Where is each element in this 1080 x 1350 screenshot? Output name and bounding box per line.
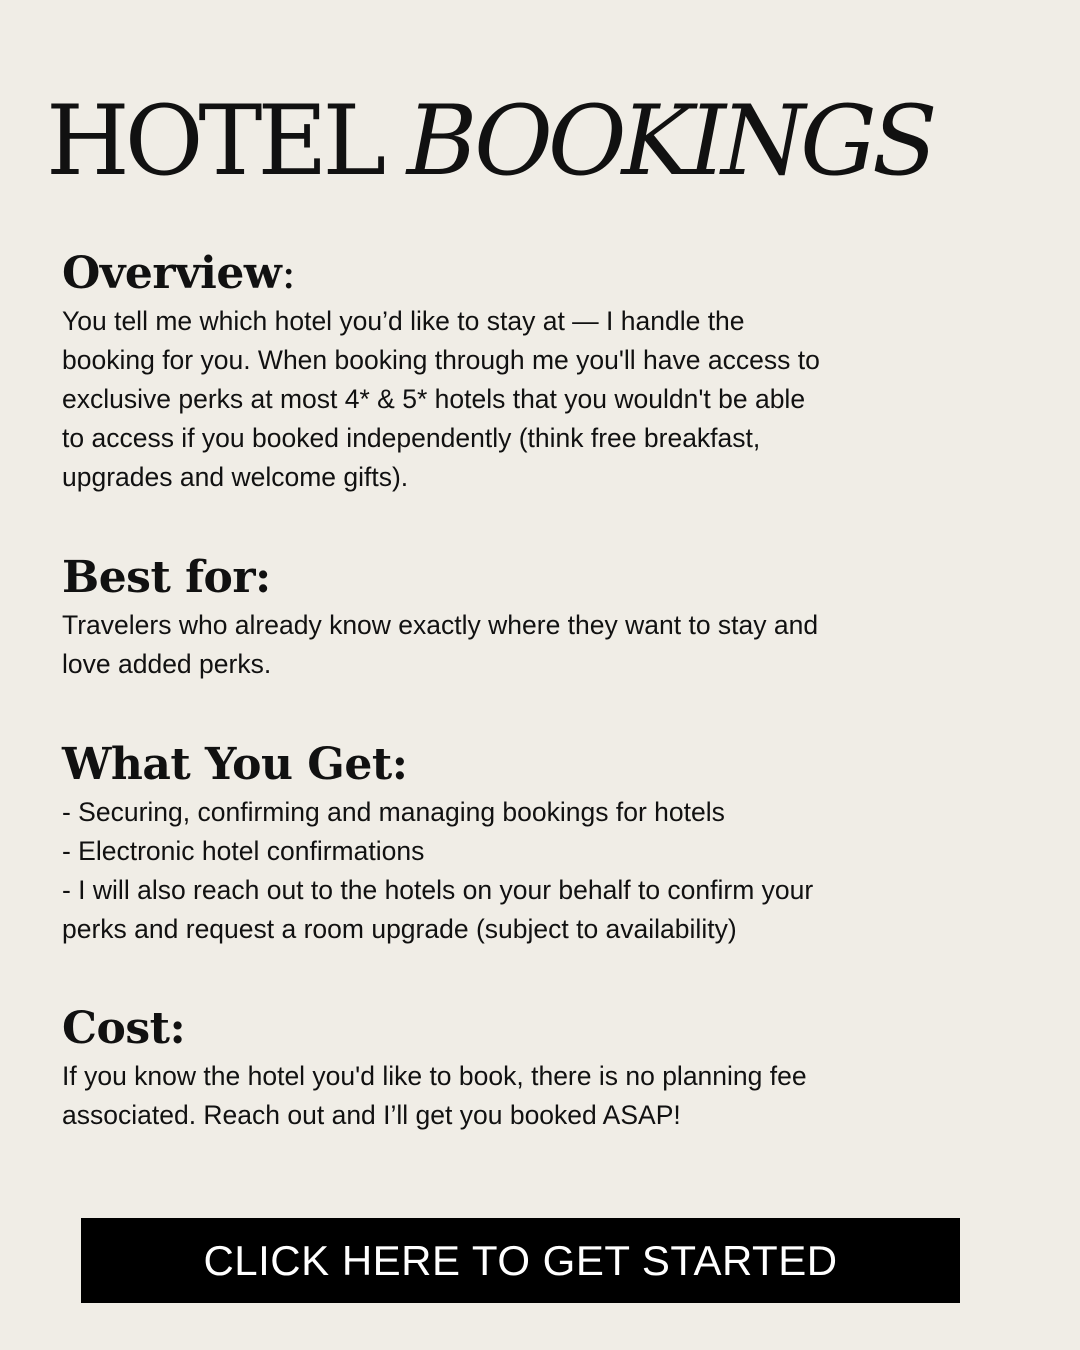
cost-section xyxy=(62,1001,962,1135)
best-for-text xyxy=(62,606,962,684)
what-you-get-item: - Electronic hotel confirmations xyxy=(62,836,425,866)
overview-line: booking for you. When booking through me you'll have access to xyxy=(62,345,820,375)
overview-text xyxy=(62,302,962,497)
what-you-get-heading: What You Get: xyxy=(62,739,408,790)
page-title xyxy=(46,86,933,196)
overview-line: upgrades and welcome gifts). xyxy=(62,462,409,492)
what-you-get-list xyxy=(62,793,962,949)
best-for-line: love added perks. xyxy=(62,649,272,679)
overview-heading-text: Overview xyxy=(62,248,282,299)
best-for-heading: Best for: xyxy=(62,552,271,603)
what-you-get-item: - I will also reach out to the hotels on your behalf to confirm your xyxy=(62,875,814,905)
best-for-section xyxy=(62,550,962,684)
overview-section xyxy=(62,246,962,497)
what-you-get-item: perks and request a room upgrade (subject to availability) xyxy=(62,914,737,944)
what-you-get-section xyxy=(62,737,962,949)
page-title-part1: HOTEL xyxy=(46,85,382,197)
overview-line: to access if you booked independently (think free breakfast, xyxy=(62,423,761,453)
overview-line: You tell me which hotel you’d like to stay at — I handle the xyxy=(62,306,745,336)
cost-line: associated. Reach out and I’ll get you booked ASAP! xyxy=(62,1100,681,1130)
page-title-part2: BOOKINGS xyxy=(406,85,933,197)
what-you-get-item: - Securing, confirming and managing bookings for hotels xyxy=(62,797,725,827)
overview-line: exclusive perks at most 4* & 5* hotels that you wouldn't be able xyxy=(62,384,806,414)
cost-line: If you know the hotel you'd like to book, there is no planning fee xyxy=(62,1061,807,1091)
cost-text xyxy=(62,1057,962,1135)
overview-heading-colon: : xyxy=(281,248,296,299)
best-for-line: Travelers who already know exactly where they want to stay and xyxy=(62,610,819,640)
get-started-button[interactable]: CLICK HERE TO GET STARTED xyxy=(81,1218,960,1303)
overview-heading xyxy=(62,246,962,302)
cost-heading: Cost: xyxy=(62,1003,186,1054)
